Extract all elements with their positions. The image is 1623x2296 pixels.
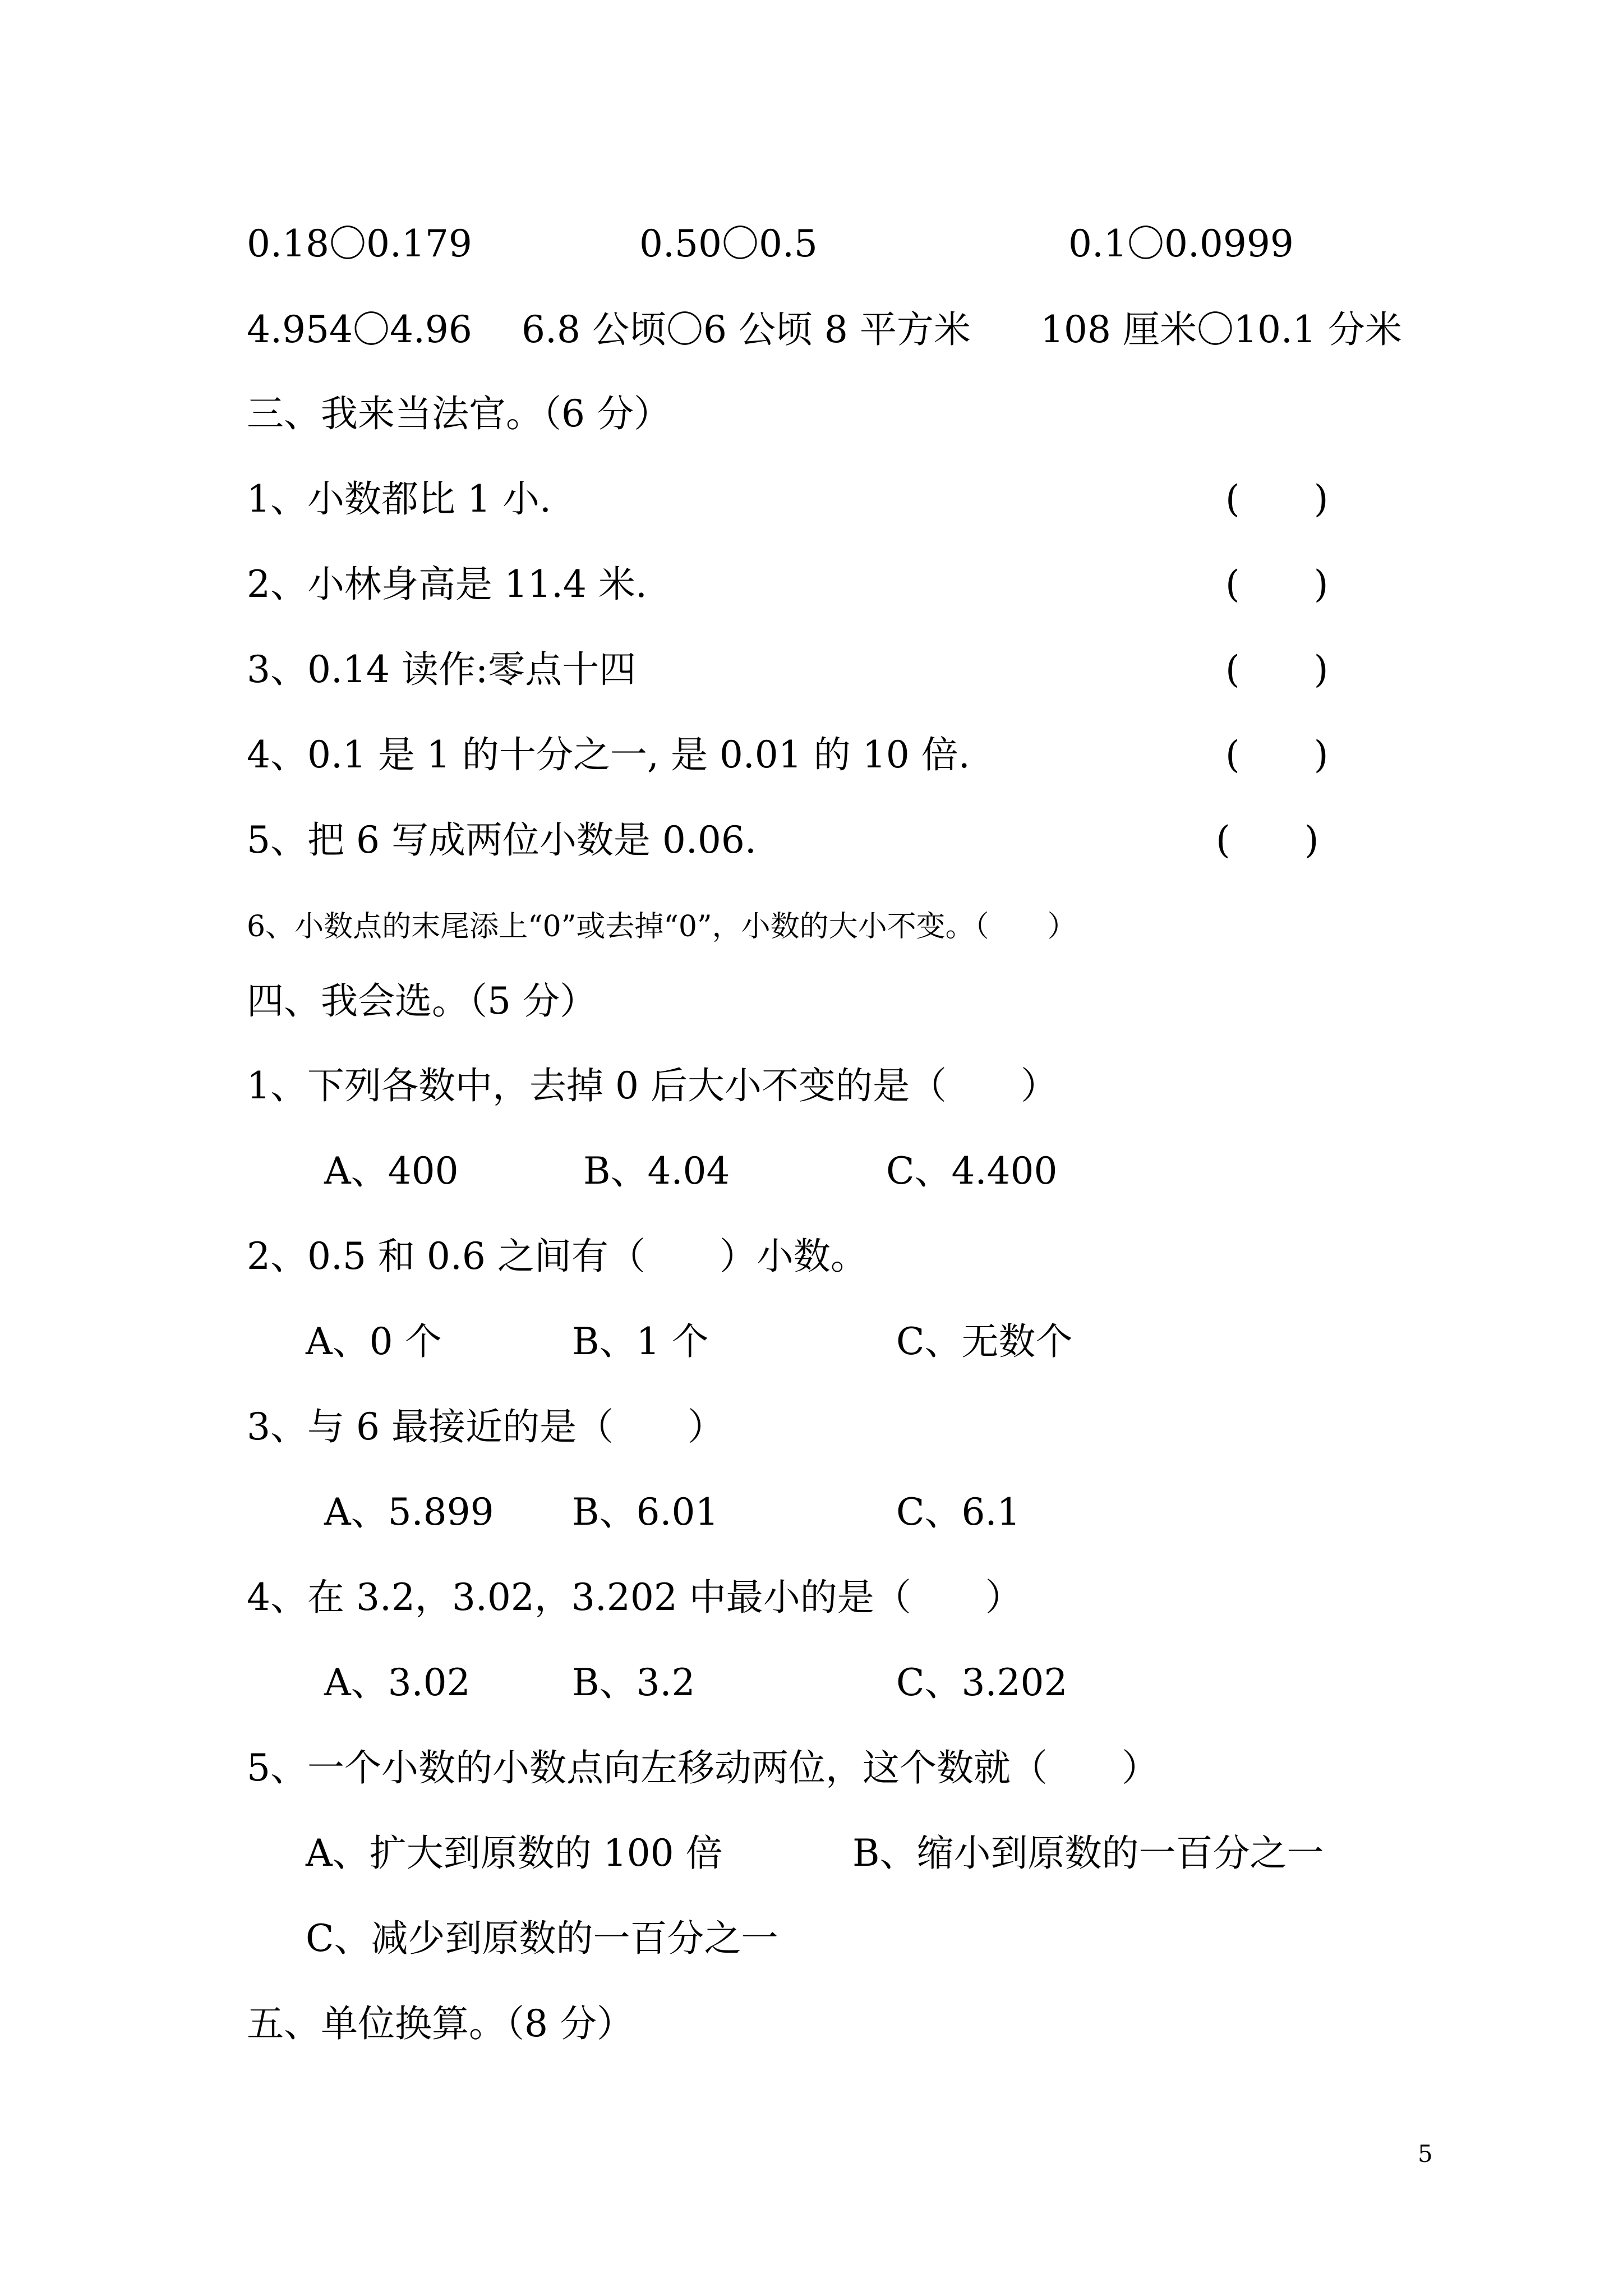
judge-item: 5、把 6 写成两位小数是 0.06. [247, 818, 757, 862]
answer-bracket[interactable]: ( ) [1216, 818, 1319, 862]
answer-bracket[interactable]: ( ) [1225, 563, 1329, 606]
judge-item: 3、0.14 读作:零点十四 [247, 648, 637, 691]
option-a[interactable]: A、0 个 [306, 1320, 442, 1363]
judge-item: 6、小数点的末尾添上“0”或去掉“0”，小数的大小不变。（ ） [247, 910, 1077, 944]
section-title: 四、我会选。（5 分） [247, 979, 597, 1023]
option-b[interactable]: B、缩小到原数的一百分之一 [852, 1832, 1324, 1875]
question-text: 1、下列各数中，去掉 0 后大小不变的是（ ） [247, 1064, 1058, 1107]
option-a[interactable]: A、扩大到原数的 100 倍 [306, 1832, 723, 1875]
question-text: 5、一个小数的小数点向左移动两位，这个数就（ ） [247, 1746, 1159, 1789]
compare-item: 108 厘米〇10.1 分米 [1040, 308, 1402, 351]
section-title: 三、我来当法官。（6 分） [247, 392, 671, 435]
option-a[interactable]: A、5.899 [324, 1490, 494, 1534]
question-text: 2、0.5 和 0.6 之间有（ ）小数。 [247, 1235, 868, 1278]
question-text: 4、在 3.2，3.02，3.202 中最小的是（ ） [247, 1576, 1022, 1619]
option-c[interactable]: C、无数个 [896, 1320, 1073, 1363]
option-c[interactable]: C、减少到原数的一百分之一 [306, 1917, 778, 1960]
option-b[interactable]: B、3.2 [572, 1661, 695, 1704]
option-b[interactable]: B、6.01 [572, 1490, 719, 1534]
judge-item: 2、小林身高是 11.4 米. [247, 563, 647, 606]
judge-item: 1、小数都比 1 小. [247, 477, 551, 521]
option-c[interactable]: C、4.400 [886, 1149, 1058, 1193]
section-title: 五、单位换算。（8 分） [247, 2002, 634, 2045]
page-number: 5 [1418, 2140, 1433, 2168]
compare-item: 6.8 公顷〇6 公顷 8 平方米 [522, 308, 971, 351]
option-c[interactable]: C、3.202 [896, 1661, 1068, 1704]
option-c[interactable]: C、6.1 [896, 1490, 1021, 1534]
compare-item: 0.18〇0.179 [247, 222, 472, 265]
compare-item: 0.1〇0.0999 [1068, 222, 1294, 265]
option-a[interactable]: A、400 [324, 1149, 459, 1193]
answer-bracket[interactable]: ( ) [1225, 477, 1329, 521]
judge-item: 4、0.1 是 1 的十分之一, 是 0.01 的 10 倍. [247, 733, 970, 776]
compare-item: 0.50〇0.5 [639, 222, 818, 265]
answer-bracket[interactable]: ( ) [1225, 648, 1329, 691]
option-b[interactable]: B、1 个 [572, 1320, 709, 1363]
option-a[interactable]: A、3.02 [324, 1661, 471, 1704]
option-b[interactable]: B、4.04 [583, 1149, 730, 1193]
question-text: 3、与 6 最接近的是（ ） [247, 1405, 725, 1448]
answer-bracket[interactable]: ( ) [1225, 733, 1329, 776]
compare-item: 4.954〇4.96 [247, 308, 472, 351]
